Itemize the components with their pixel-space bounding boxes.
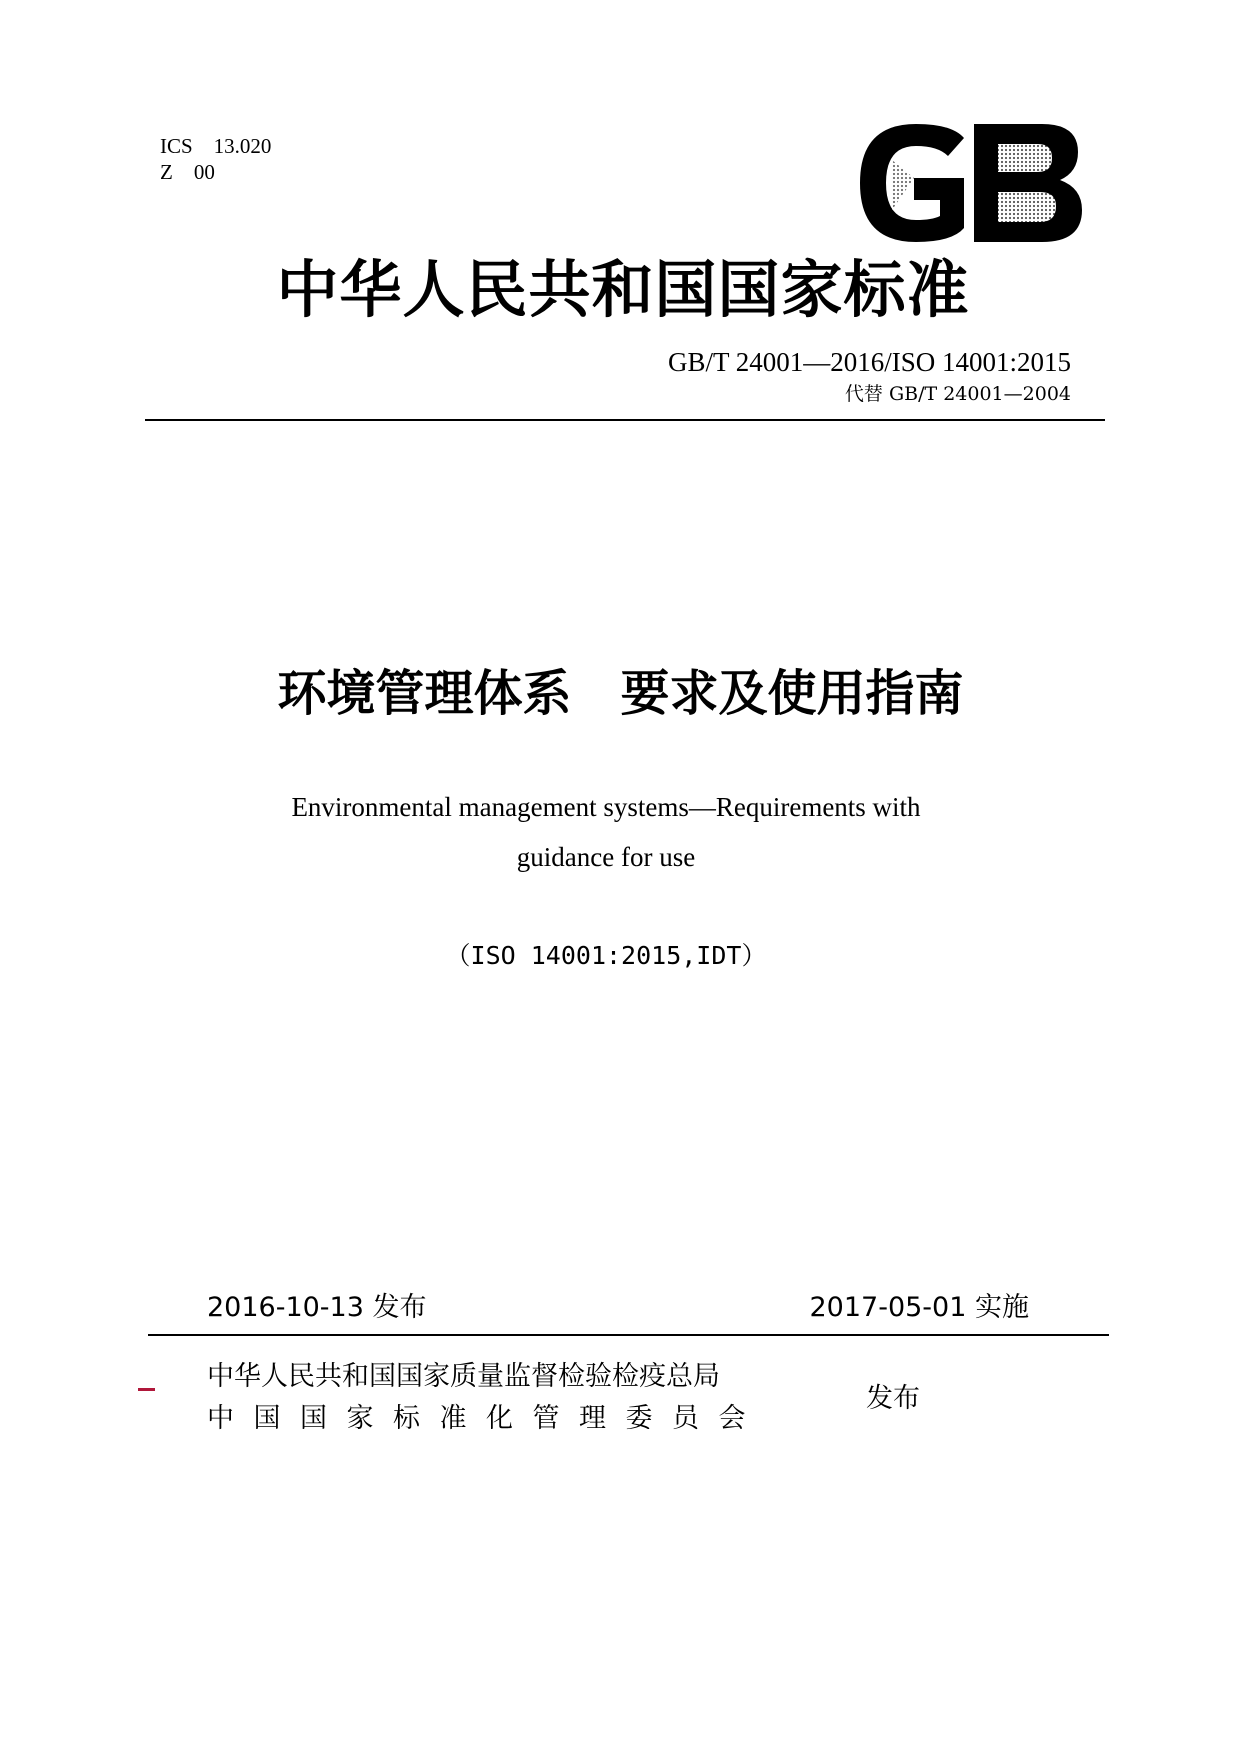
red-dash-mark [138,1388,155,1391]
ics-code: ICS 13.020 [160,134,272,158]
title-chinese: 环境管理体系 要求及使用指南 [277,665,964,722]
title-english-line2: guidance for use [516,842,696,872]
publish-label: 发布 [866,1383,920,1414]
adoption-note: （ISO 14001:2015,IDT） [445,941,767,970]
issue-date: 2016-10-13 发布 [207,1292,427,1323]
national-standard-heading: 中华人民共和国国家标准 [276,253,970,326]
implementation-date: 2017-05-01 实施 [809,1292,1029,1323]
header-divider [145,419,1105,421]
title-english-line1: Environmental management systems—Requirements with [291,792,921,822]
footer-divider [148,1334,1109,1336]
replaces-standard: 代替 GB/T 24001—2004 [844,383,1071,405]
issuer-sac [207,1402,765,1436]
issuer-aqsiq: 中华人民共和国国家质量监督检验检疫总局 [207,1361,720,1392]
gb-logo [852,120,1084,246]
standard-number: GB/T 24001—2016/ISO 14001:2015 [667,347,1071,377]
ccs-code: Z 00 [160,160,215,184]
issuer-sac-label: 中国国家标准化管理委员会 [207,1403,765,1434]
